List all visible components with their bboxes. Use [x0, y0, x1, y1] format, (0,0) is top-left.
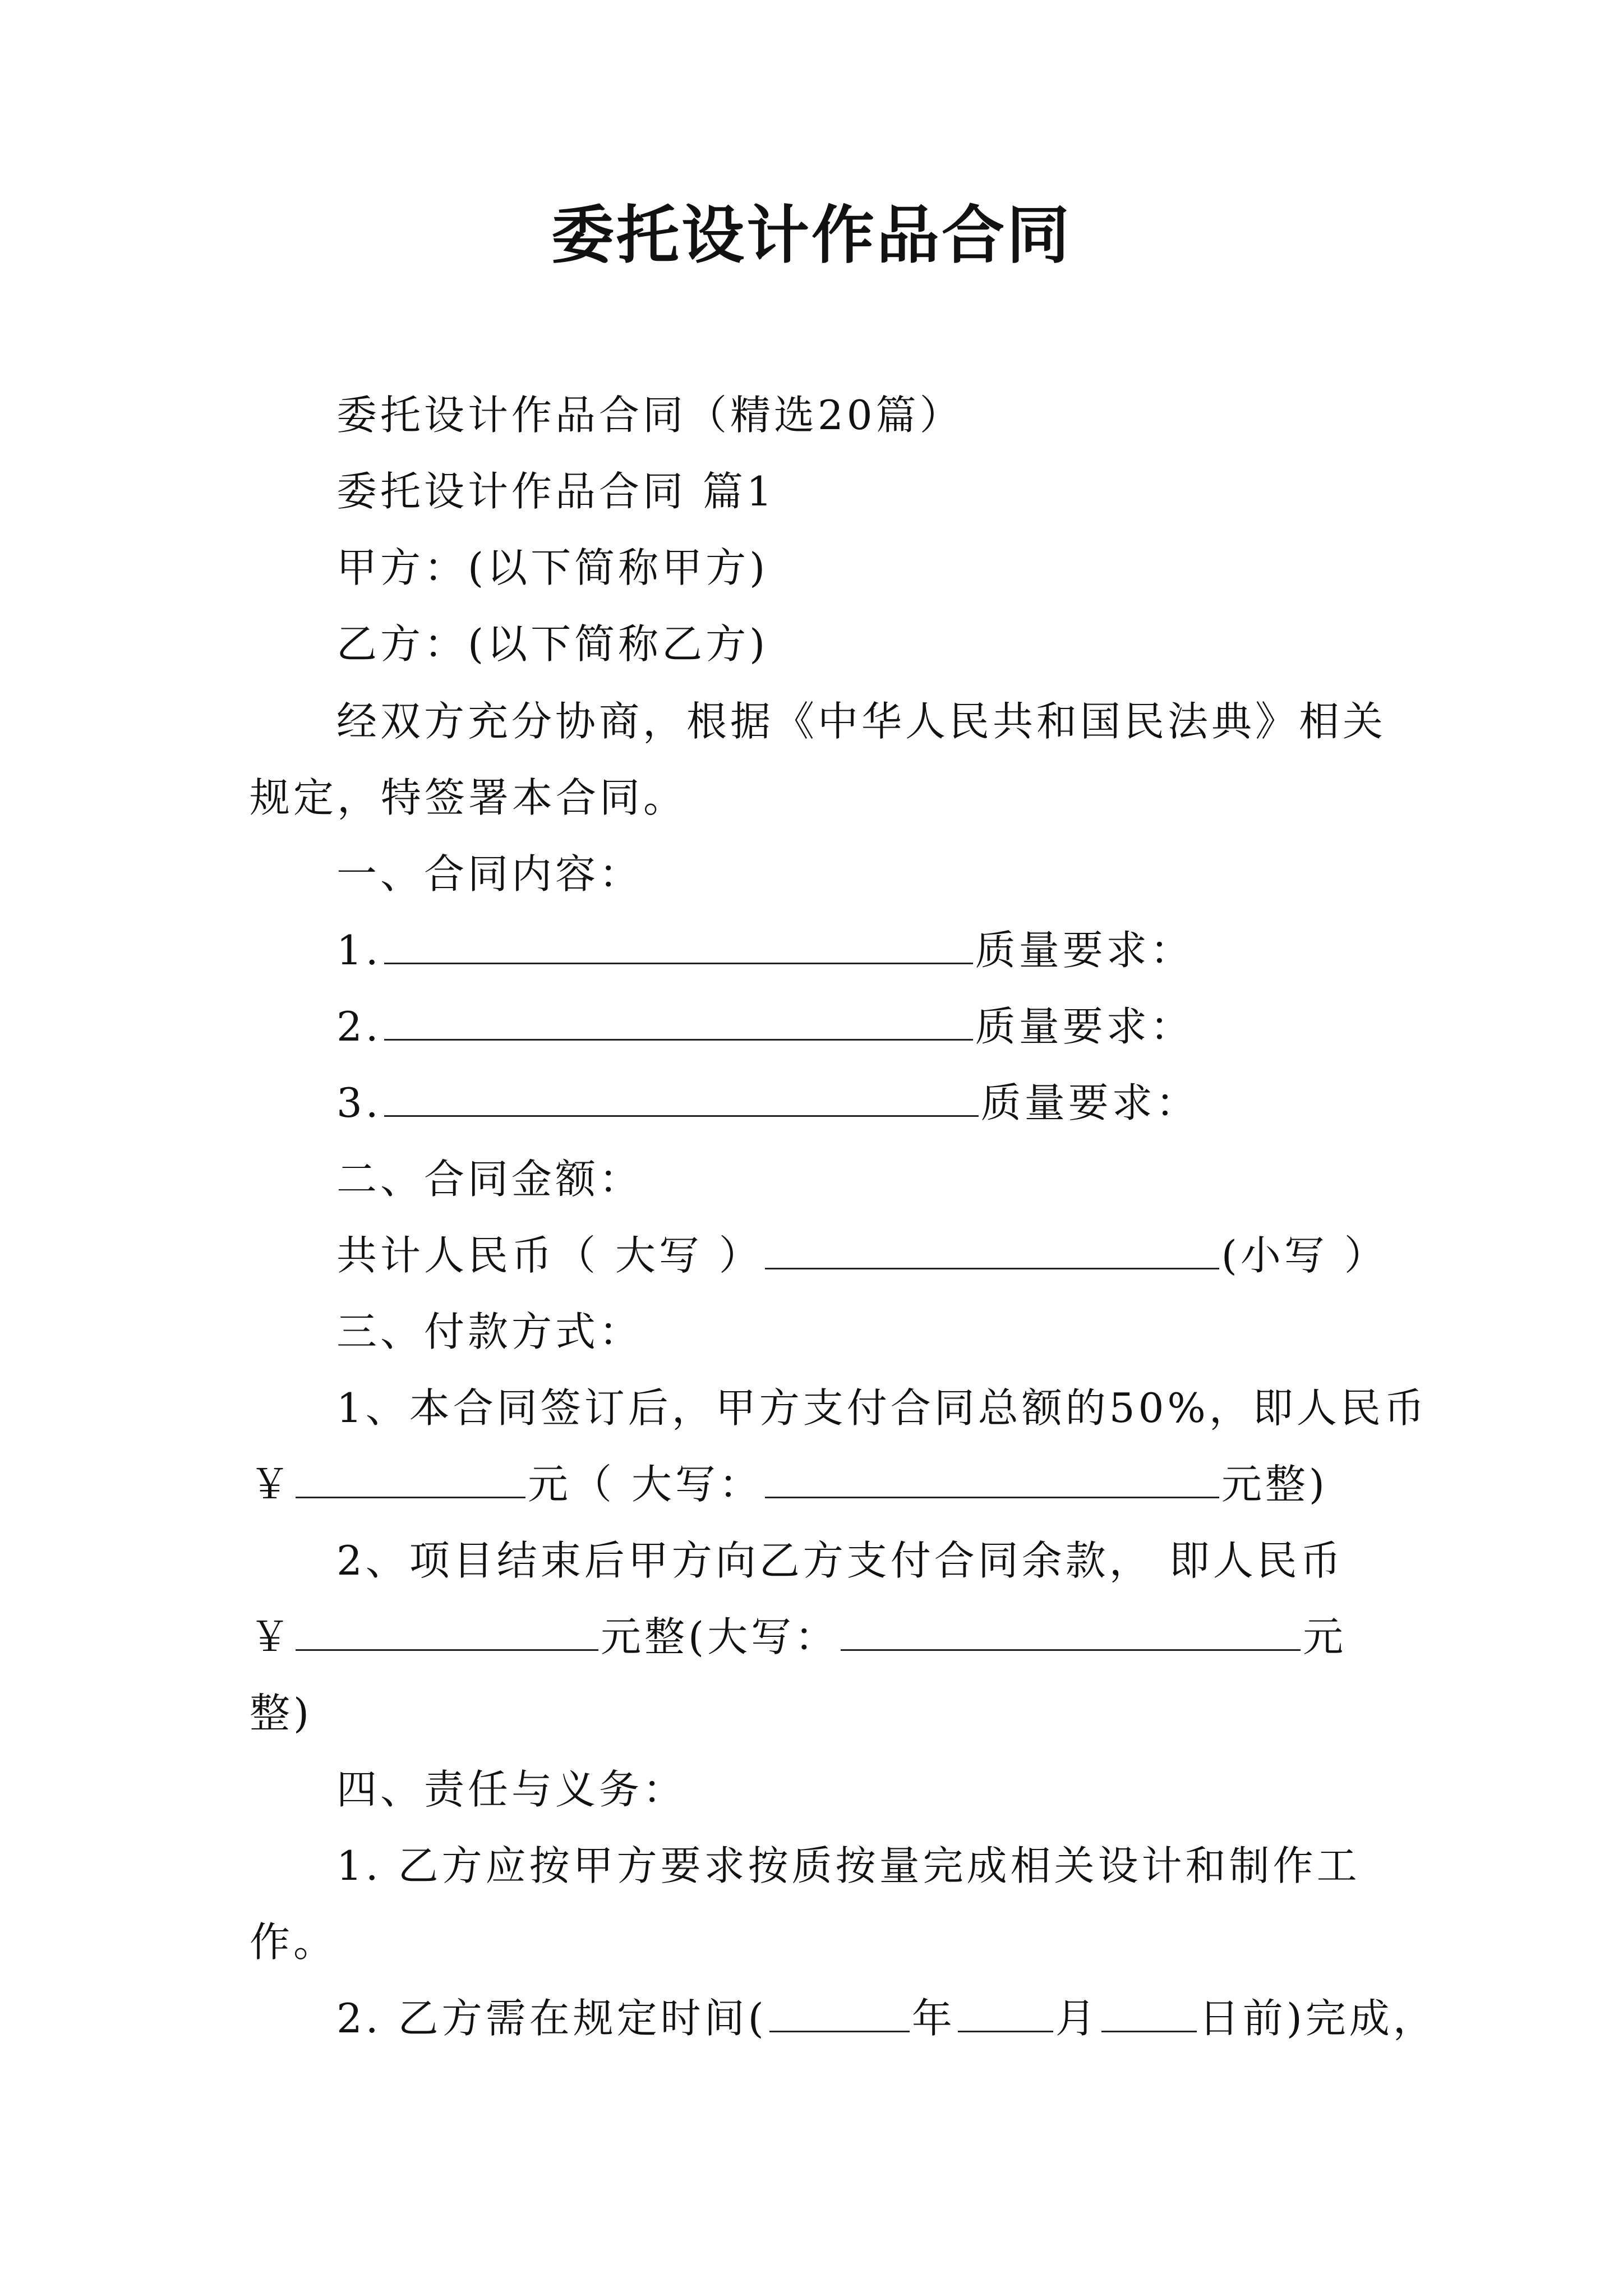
- yuan-label: 元整): [1221, 1461, 1328, 1508]
- payment-2-line-1: 2、项目结束后甲方向乙方支付合同余款， 即人民币: [336, 1537, 1344, 1584]
- party-a-line: 甲方：(以下简称甲方): [336, 544, 769, 591]
- item-number: 1.: [336, 927, 382, 974]
- content-item-1: [336, 922, 1194, 978]
- amount-uppercase-label: 共计人民币（ 大写 ）: [336, 1232, 763, 1279]
- fill-blank: [296, 1610, 598, 1651]
- yen-sign: ￥: [250, 1461, 294, 1508]
- amount-line: [336, 1227, 1388, 1283]
- fill-blank: [958, 1991, 1053, 2032]
- section-heading-part1: 委托设计作品合同 篇1: [336, 468, 776, 515]
- yuan-label: 元: [1303, 1613, 1347, 1660]
- clause-2-heading: 二、合同金额：: [336, 1156, 643, 1203]
- deadline-label: 2. 乙方需在规定时间(: [336, 1995, 767, 2042]
- quality-label: 质量要求：: [980, 1079, 1200, 1126]
- quality-label: 质量要求：: [975, 1003, 1194, 1050]
- item-number: 3.: [336, 1079, 382, 1126]
- clause-3-heading: 三、付款方式：: [336, 1308, 643, 1355]
- clause-4-heading: 四、责任与义务：: [336, 1766, 687, 1813]
- fill-blank: [841, 1610, 1301, 1651]
- document-title: 委托设计作品合同: [551, 199, 1072, 272]
- fill-blank: [765, 1228, 1219, 1269]
- payment-2-line-3: 整): [250, 1690, 313, 1737]
- party-b-line: 乙方：(以下简称乙方): [336, 620, 769, 668]
- content-item-2: [336, 999, 1194, 1055]
- clause-1-heading: 一、合同内容：: [336, 850, 643, 898]
- content-item-3: [336, 1075, 1200, 1131]
- fill-blank: [384, 923, 973, 964]
- amount-lowercase-label: (小写 ）: [1221, 1232, 1388, 1279]
- item-number: 2.: [336, 1003, 382, 1050]
- month-label: 月: [1055, 1995, 1099, 2042]
- quality-label: 质量要求：: [975, 927, 1194, 974]
- duty-2-line-1: [336, 1990, 1437, 2046]
- day-label: 日前)完成，: [1198, 1995, 1437, 2042]
- fill-blank: [769, 1991, 910, 2032]
- fill-blank: [384, 1000, 973, 1041]
- payment-1-line-1: 1、本合同签订后，甲方支付合同总额的50%，即人民币: [336, 1384, 1428, 1432]
- fill-blank: [765, 1457, 1219, 1498]
- year-label: 年: [911, 1995, 956, 2042]
- preamble-line-2: 规定，特签署本合同。: [250, 774, 688, 821]
- subtitle-selection: 委托设计作品合同（精选20篇）: [336, 392, 963, 439]
- payment-2-line-2: [250, 1609, 1347, 1665]
- preamble-line-1: 经双方充分协商，根据《中华人民共和国民法典》相关: [336, 698, 1387, 745]
- uppercase-label: 元整(大写：: [601, 1613, 839, 1660]
- yen-sign: ￥: [250, 1613, 294, 1660]
- duty-1-line-2: 作。: [250, 1918, 338, 1966]
- fill-blank: [1101, 1991, 1197, 2032]
- payment-1-line-2: [250, 1456, 1328, 1512]
- uppercase-label: 元（ 大写：: [528, 1461, 763, 1508]
- duty-1-line-1: 1. 乙方应按甲方要求按质按量完成相关设计和制作工: [336, 1842, 1361, 1889]
- fill-blank: [384, 1076, 979, 1117]
- fill-blank: [296, 1457, 525, 1498]
